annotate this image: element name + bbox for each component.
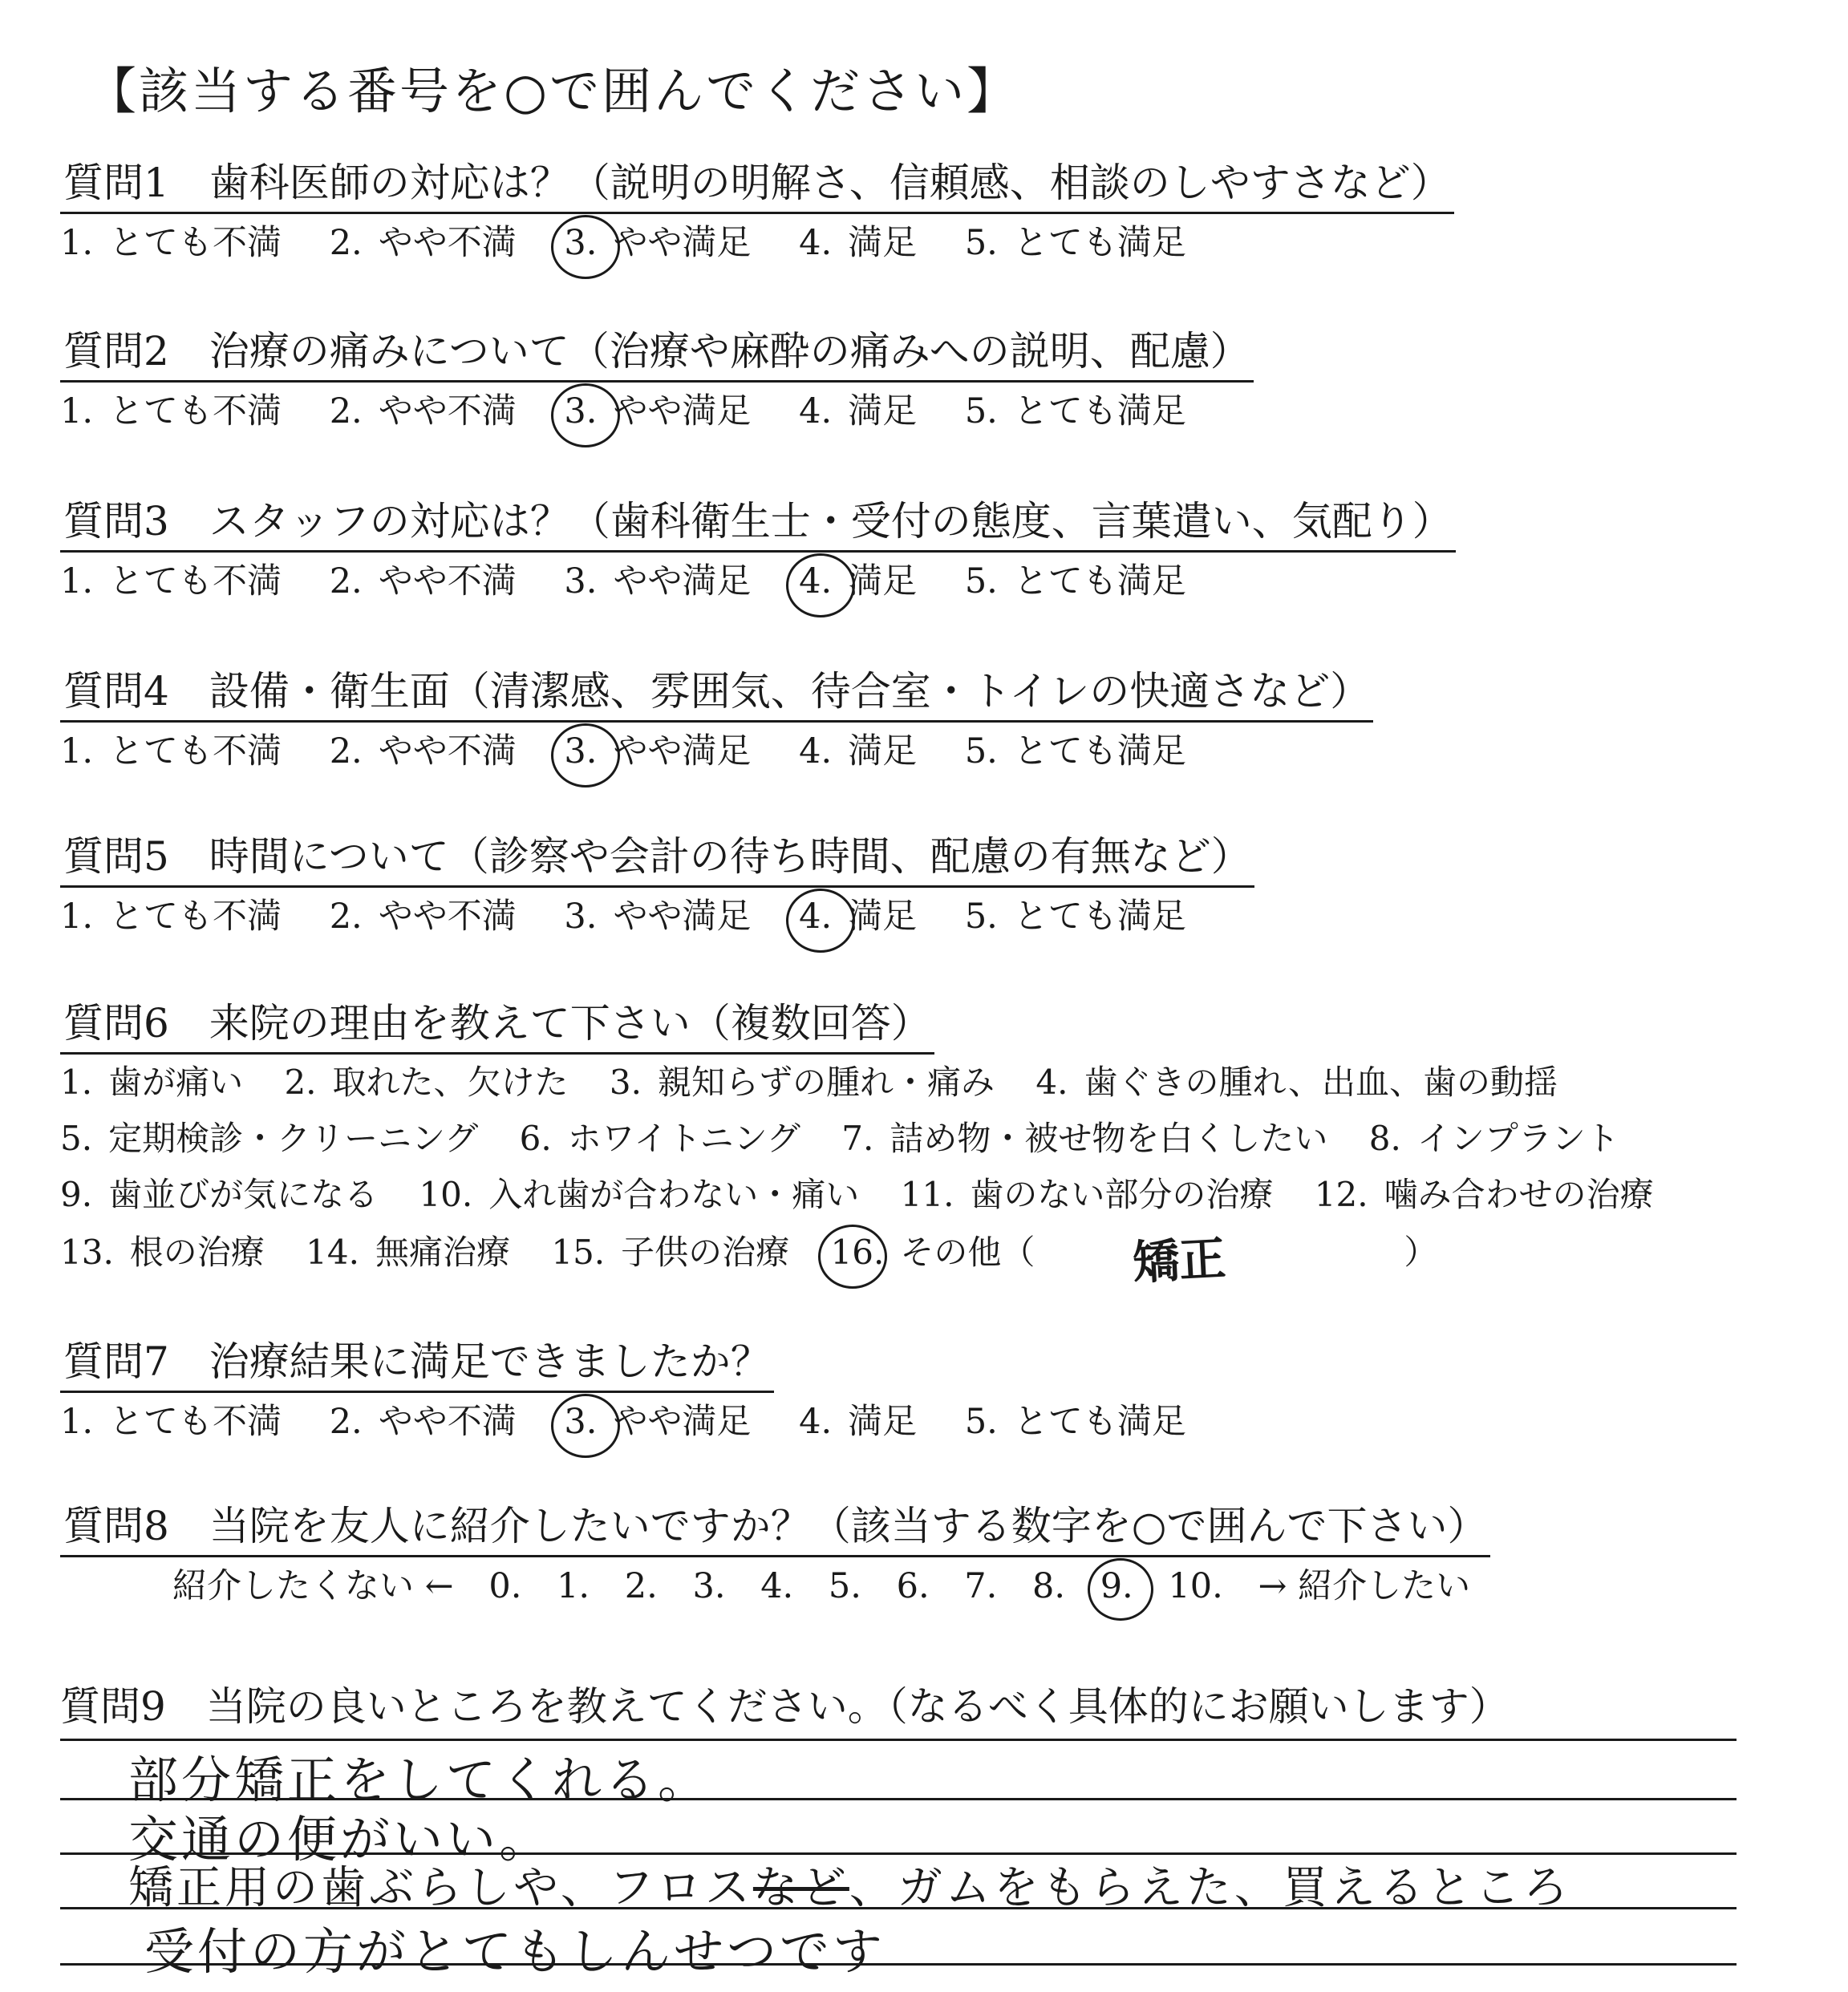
q5-option-1[interactable]: 1. とても不満	[60, 897, 282, 937]
question-3-label: 質問3 スタッフの対応は？（歯科衛生士・受付の態度、言葉遣い、気配り）	[60, 499, 1456, 553]
q9-answer-4: 受付の方がとてもしんせつです	[144, 1922, 886, 1981]
q5-option-4-circled[interactable]: 4. 満足	[799, 897, 918, 937]
question-2-options	[60, 391, 1223, 433]
q4-option-3-circled[interactable]: 3. やや満足	[564, 731, 752, 771]
q6-option-12[interactable]: 12. 噛み合わせの治療	[1314, 1175, 1654, 1214]
q9-answer-2: 交通の便がいい。	[128, 1810, 553, 1869]
q8-num-0[interactable]: 0.	[488, 1566, 522, 1606]
q1-option-3-circled[interactable]: 3. やや満足	[564, 223, 752, 263]
q9-answer-3-struck: など	[752, 1862, 849, 1914]
q7-option-2[interactable]: 2. やや不満	[329, 1402, 517, 1442]
q7-option-4[interactable]: 4. 満足	[799, 1402, 918, 1442]
question-5-label: 質問5 時間について（診察や会計の待ち時間、配慮の有無など）	[60, 834, 1254, 888]
question-6-label: 質問6 来院の理由を教えて下さい（複数回答）	[60, 1001, 934, 1055]
q3-option-4-circled[interactable]: 4. 満足	[799, 561, 918, 601]
q9-answer-3: 矯正用の歯ぶらしや、フロスなど、ガムをもらえた、買えるところ	[128, 1862, 1571, 1914]
question-6-row-4	[60, 1233, 1468, 1273]
q8-num-7[interactable]: 7.	[964, 1566, 998, 1606]
q8-num-9-circled[interactable]: 9.	[1100, 1566, 1133, 1606]
q6-option-3[interactable]: 3. 親知らずの腫れ・痛み	[609, 1063, 995, 1102]
q5-option-5[interactable]: 5. とても満足	[964, 897, 1186, 937]
question-7-label: 質問7 治療結果に満足できましたか？	[60, 1339, 774, 1393]
q1-option-5[interactable]: 5. とても満足	[964, 223, 1186, 263]
q7-option-3-circled[interactable]: 3. やや満足	[564, 1402, 752, 1442]
q6-option-6[interactable]: 6. ホワイトニング	[519, 1119, 800, 1158]
q9-answer-1: 部分矯正をしてくれる。	[128, 1751, 711, 1809]
question-9-label: 質問9 当院の良いところを教えてください。（なるべく具体的にお願いします）	[60, 1683, 1510, 1730]
q6-option-7[interactable]: 7. 詰め物・被せ物を白くしたい	[841, 1119, 1328, 1158]
q6-option-2[interactable]: 2. 取れた、欠けた	[284, 1063, 569, 1102]
q2-option-5[interactable]: 5. とても満足	[964, 391, 1186, 431]
q4-option-1[interactable]: 1. とても不満	[60, 731, 282, 771]
q3-option-5[interactable]: 5. とても満足	[964, 561, 1186, 601]
q8-num-3[interactable]: 3.	[692, 1566, 726, 1606]
q8-num-6[interactable]: 6.	[896, 1566, 930, 1606]
q8-num-4[interactable]: 4.	[760, 1566, 794, 1606]
q5-option-3[interactable]: 3. やや満足	[564, 897, 752, 937]
q8-right-label: → 紹介したい	[1258, 1566, 1471, 1606]
q3-option-2[interactable]: 2. やや不満	[329, 561, 517, 601]
q7-option-1[interactable]: 1. とても不満	[60, 1402, 282, 1442]
page-title: 【該当する番号を○で囲んでください】	[87, 62, 1019, 120]
q4-option-4[interactable]: 4. 満足	[799, 731, 918, 771]
question-4-options	[60, 731, 1223, 773]
q2-option-2[interactable]: 2. やや不満	[329, 391, 517, 431]
question-4-label: 質問4 設備・衛生面（清潔感、雰囲気、待合室・トイレの快適さなど）	[60, 669, 1373, 723]
question-1-options	[60, 223, 1223, 265]
q6-option-13[interactable]: 13. 根の治療	[60, 1233, 265, 1272]
q2-option-3-circled[interactable]: 3. やや満足	[564, 391, 752, 431]
question-6-row-1	[60, 1063, 1588, 1103]
question-8-scale	[172, 1566, 1494, 1608]
question-2-label: 質問2 治療の痛みについて（治療や麻酔の痛みへの説明、配慮）	[60, 329, 1254, 383]
q6-option-16-circled[interactable]: 16. その他（ ）	[830, 1233, 1438, 1272]
q6-other-handwritten: 矯正	[1131, 1231, 1227, 1290]
q8-num-10[interactable]: 10.	[1168, 1566, 1223, 1606]
q1-option-2[interactable]: 2. やや不満	[329, 223, 517, 263]
question-5-options	[60, 897, 1223, 938]
q8-num-1[interactable]: 1.	[557, 1566, 590, 1606]
q2-option-4[interactable]: 4. 満足	[799, 391, 918, 431]
q6-option-10[interactable]: 10. 入れ歯が合わない・痛い	[419, 1175, 860, 1214]
q1-option-1[interactable]: 1. とても不満	[60, 223, 282, 263]
q5-option-2[interactable]: 2. やや不満	[329, 897, 517, 937]
q6-option-8[interactable]: 8. インプラント	[1368, 1119, 1619, 1158]
q6-option-1[interactable]: 1. 歯が痛い	[60, 1063, 244, 1102]
q8-num-2[interactable]: 2.	[624, 1566, 658, 1606]
question-7-options	[60, 1402, 1223, 1443]
q6-option-5[interactable]: 5. 定期検診・クリーニング	[60, 1119, 479, 1158]
question-1-label: 質問1 歯科医師の対応は？（説明の明解さ、信頼感、相談のしやすさなど）	[60, 160, 1454, 214]
q8-num-5[interactable]: 5.	[828, 1566, 861, 1606]
q6-option-14[interactable]: 14. 無痛治療	[306, 1233, 510, 1272]
question-8-label: 質問8 当院を友人に紹介したいですか？（該当する数字を○で囲んで下さい）	[60, 1504, 1490, 1557]
q6-option-15[interactable]: 15. 子供の治療	[551, 1233, 790, 1272]
q8-left-label: 紹介したくない ←	[172, 1566, 454, 1606]
q4-option-2[interactable]: 2. やや不満	[329, 731, 517, 771]
q4-option-5[interactable]: 5. とても満足	[964, 731, 1186, 771]
q6-option-4[interactable]: 4. 歯ぐきの腫れ、出血、歯の動揺	[1035, 1063, 1558, 1102]
question-6-row-3	[60, 1175, 1684, 1215]
q6-option-11[interactable]: 11. 歯のない部分の治療	[900, 1175, 1274, 1214]
q1-option-4[interactable]: 4. 満足	[799, 223, 918, 263]
question-3-options	[60, 561, 1223, 603]
q2-option-1[interactable]: 1. とても不満	[60, 391, 282, 431]
q7-option-5[interactable]: 5. とても満足	[964, 1402, 1186, 1442]
q6-option-9[interactable]: 9. 歯並びが気になる	[60, 1175, 379, 1214]
question-6-row-2	[60, 1119, 1650, 1159]
q3-option-3[interactable]: 3. やや満足	[564, 561, 752, 601]
q8-num-8[interactable]: 8.	[1032, 1566, 1066, 1606]
q3-option-1[interactable]: 1. とても不満	[60, 561, 282, 601]
